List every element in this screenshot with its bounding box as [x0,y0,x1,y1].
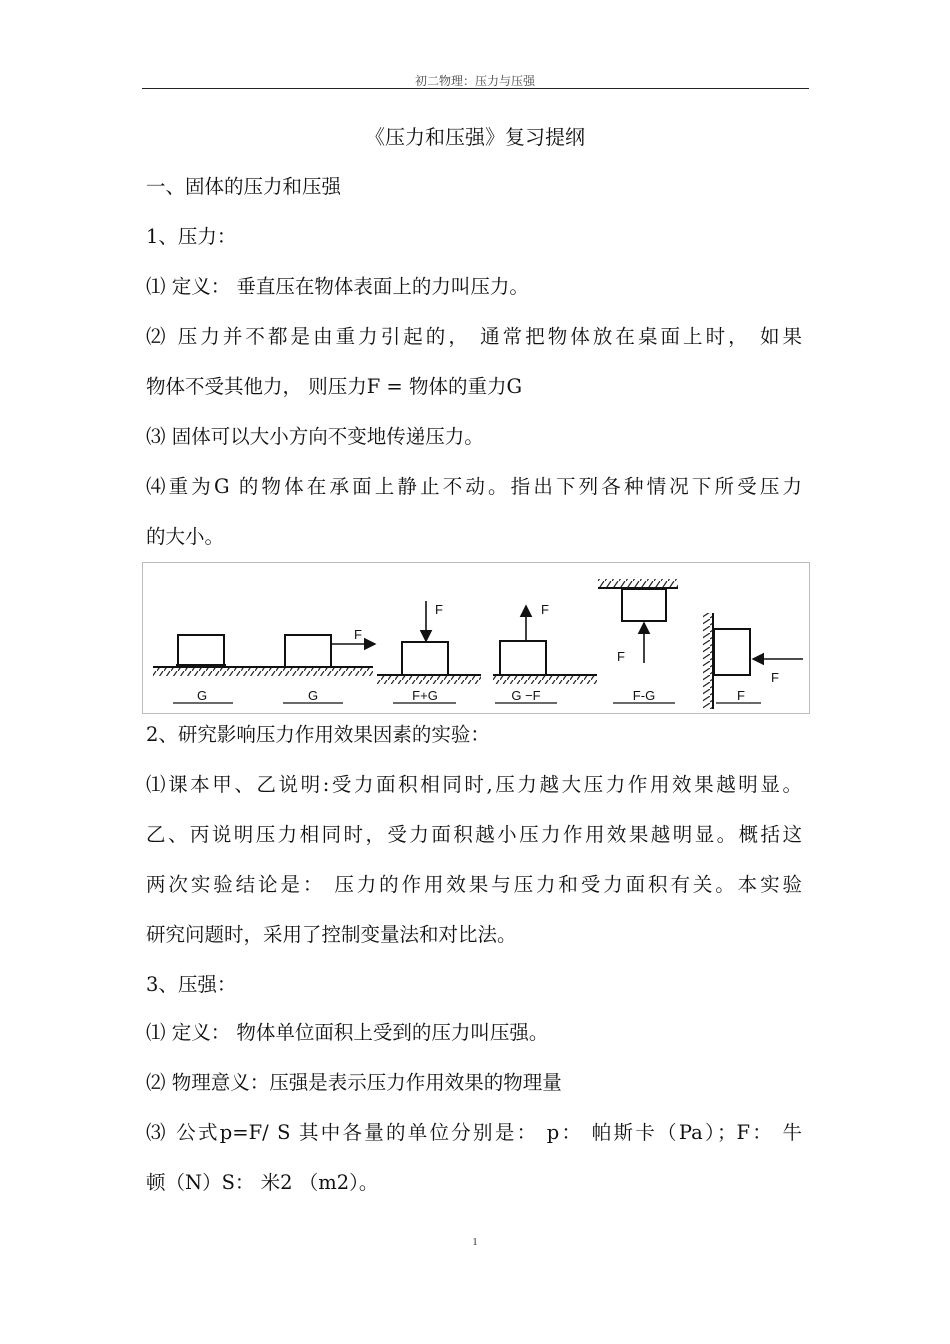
running-header: 初二物理：压力与压强 [414,74,535,88]
header-rule [142,88,809,89]
case-1-block-on-ground [153,635,263,703]
case-4-pulled-up [493,602,597,703]
paragraph: 乙、丙说明压力相同时，受力面积越小压力作用效果越明显。概括这 [146,823,802,846]
document-title: 《压力和压强》复习提纲 [365,125,585,149]
paragraph: 顿（N）S： 米2 （m2）。 [146,1171,379,1194]
paragraph: 物体不受其他力， 则压力F = 物体的重力G [146,375,523,398]
paragraph: ⑵ 压力并不都是由重力引起的， 通常把物体放在桌面上时， 如果 [146,325,802,348]
force-label: F [541,602,549,617]
paragraph: ⑴ 定义： 物体单位面积上受到的压力叫压强。 [146,1021,549,1044]
answer-label: G −F [511,688,541,703]
force-label: F [617,649,625,664]
force-label: F [771,670,779,685]
paragraph: 两次实验结论是： 压力的作用效果与压力和受力面积有关。本实验 [146,873,802,896]
page-number: 1 [472,1236,478,1248]
paragraph: ⑴课本甲、乙说明:受力面积相同时,压力越大压力作用效果越明显。 [146,773,802,796]
answer-label: F [737,688,745,703]
item-heading-experiment: 2、研究影响压力作用效果因素的实验： [146,723,490,746]
answer-label: F-G [632,688,656,703]
case-6-wall [703,613,803,709]
item-heading-pressure: 1、压力： [146,225,237,248]
paragraph: 研究问题时，采用了控制变量法和对比法。 [146,923,517,946]
paragraph: ⑷重为G 的物体在承面上静止不动。指出下列各种情况下所受压力 [146,475,802,498]
paragraph: ⑶ 公式p=F/ S 其中各量的单位分别是： p： 帕斯卡（Pa）；F： 牛 [146,1121,802,1144]
answer-label: G [307,688,319,703]
force-diagram [142,562,810,714]
paragraph: ⑵ 物理意义：压强是表示压力作用效果的物理量 [146,1071,562,1094]
item-heading-pressure-intensity: 3、压强： [146,973,237,996]
section-heading: 一、固体的压力和压强 [146,175,342,198]
force-label: F [354,627,362,642]
paragraph: ⑶ 固体可以大小方向不变地传递压力。 [146,425,484,448]
case-2-horizontal-push [263,627,375,703]
case-5-ceiling [598,579,678,703]
paragraph: 的大小。 [146,525,225,548]
answer-label: G [196,688,208,703]
paragraph: ⑴ 定义： 垂直压在物体表面上的力叫压力。 [146,275,529,298]
answer-label: F+G [412,688,438,703]
force-label: F [435,602,443,617]
